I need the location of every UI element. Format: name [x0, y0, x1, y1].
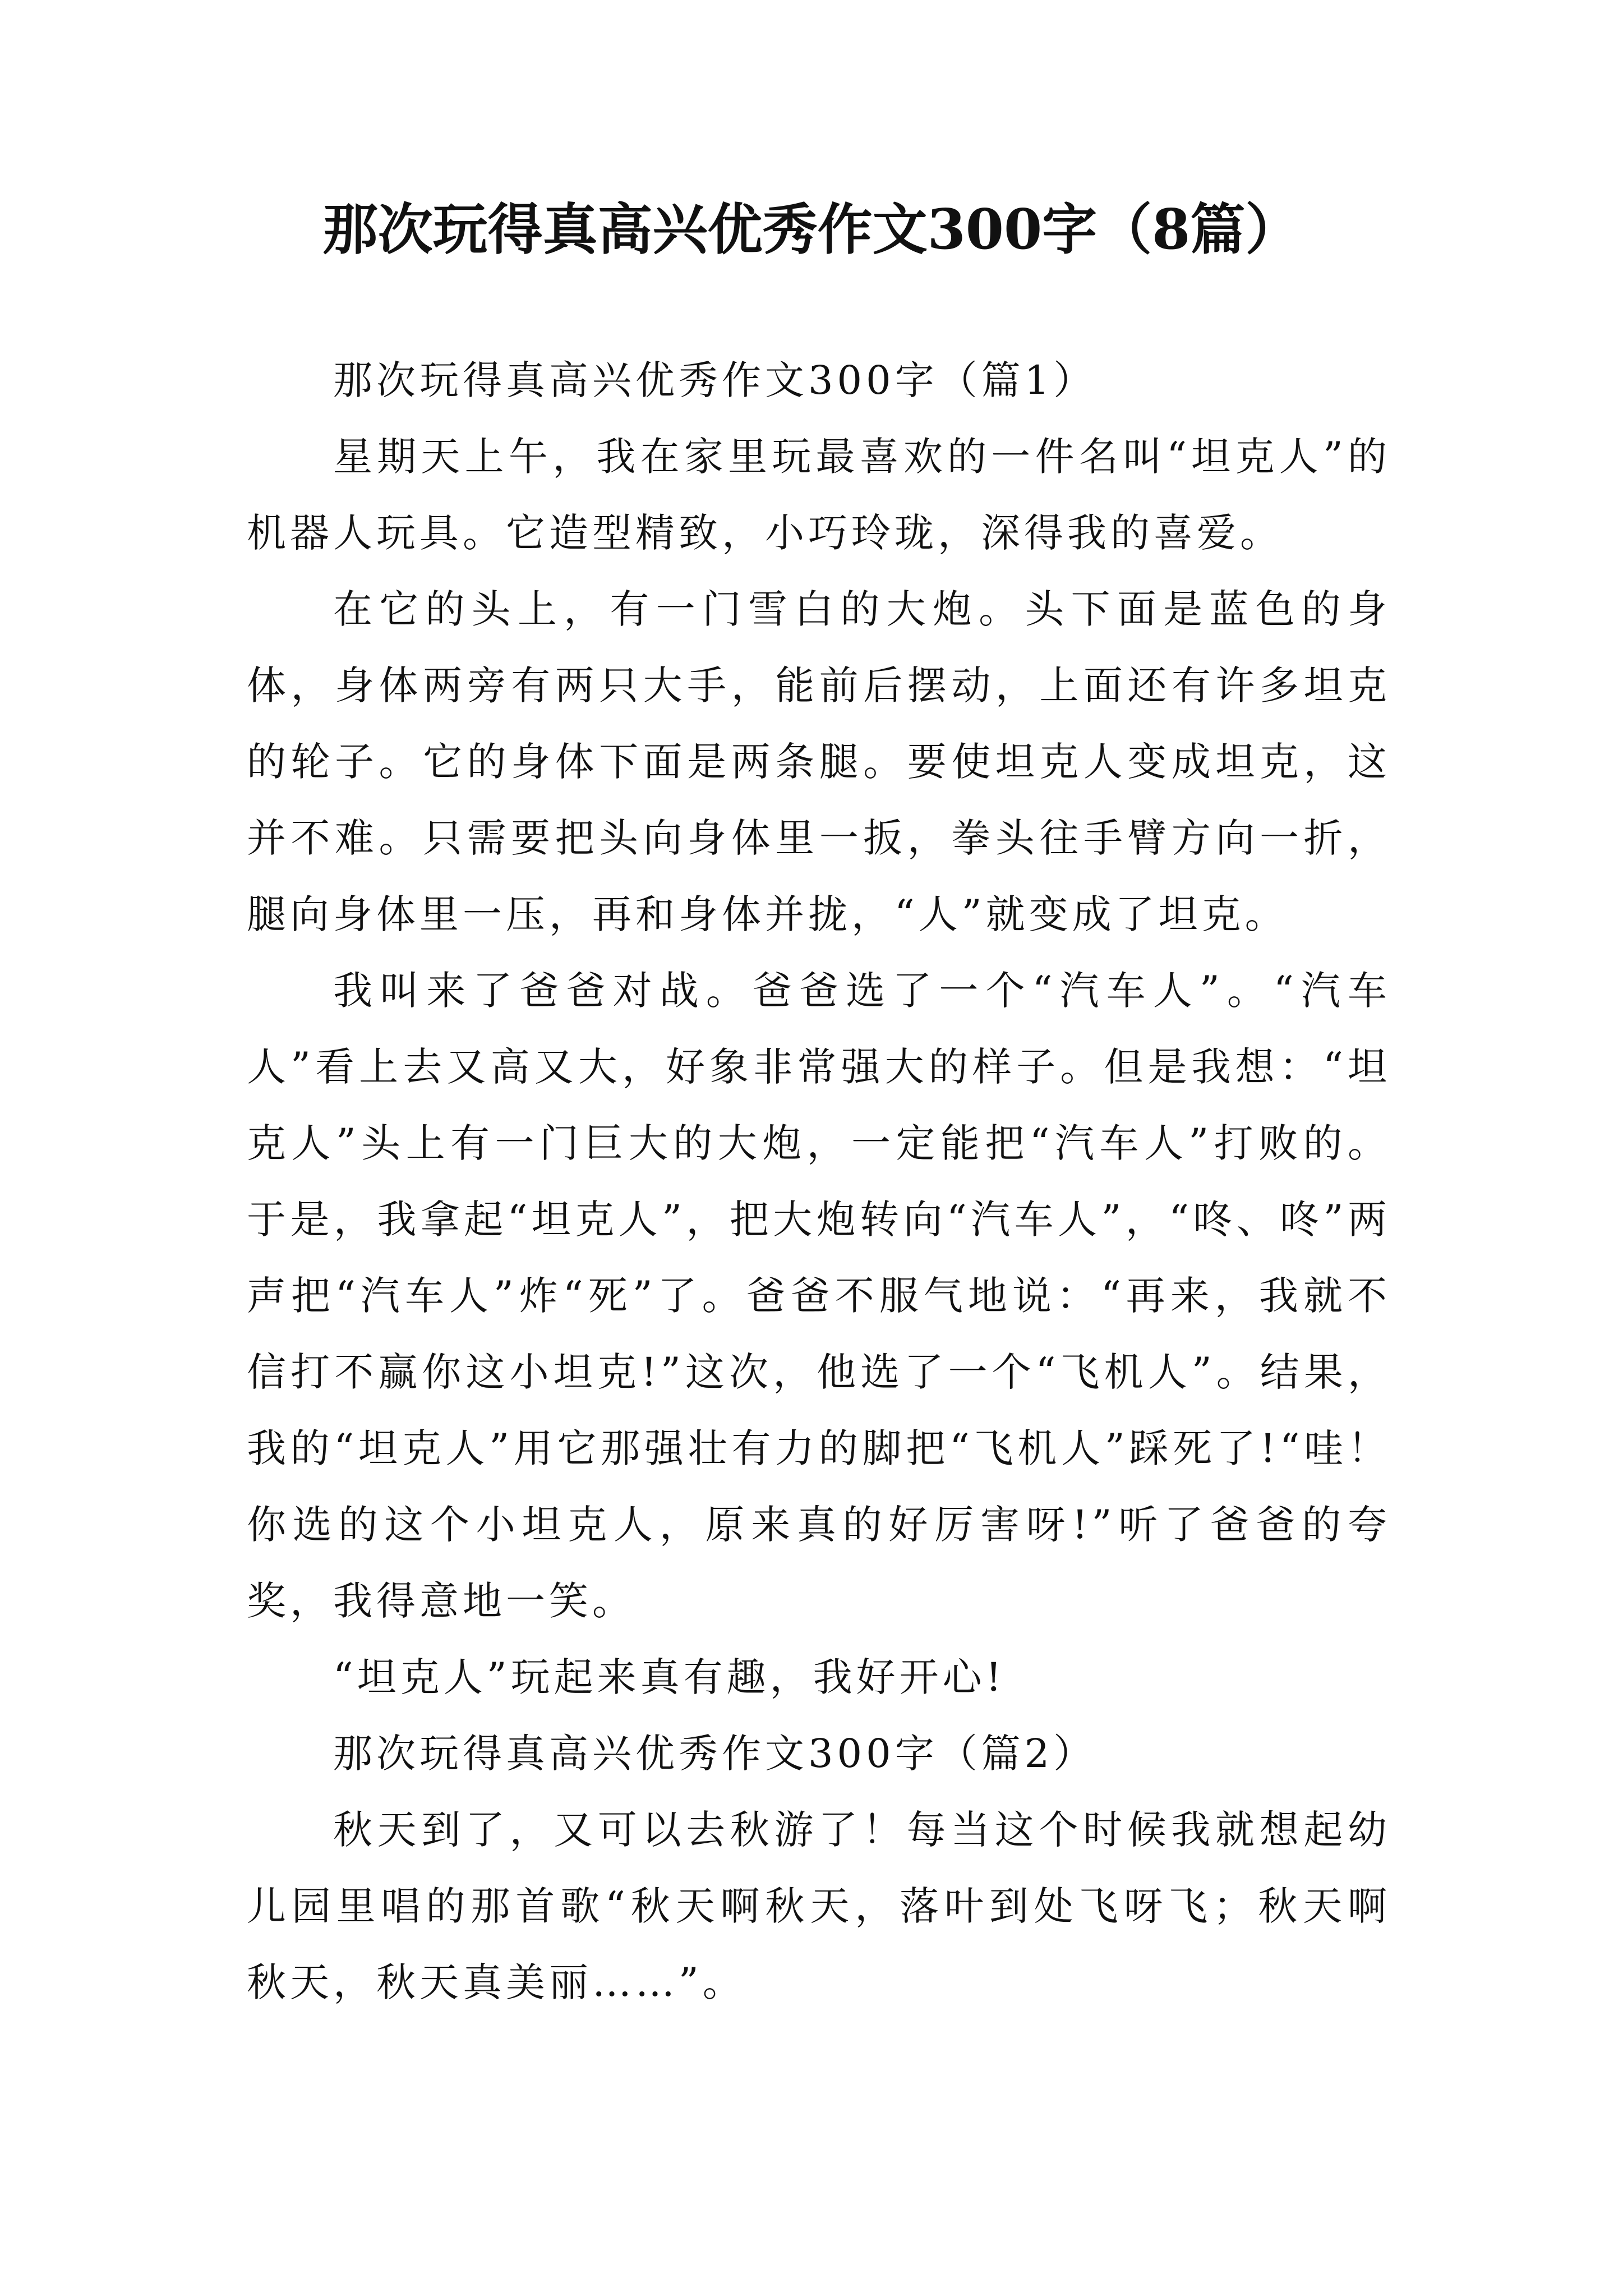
section-heading-2: 那次玩得真高兴优秀作文300字（篇2）: [333, 1731, 1097, 1777]
paragraph: 我叫来了爸爸对战。爸爸选了一个“汽车人”。“汽车人”看上去又高又大，好象非常强大的样子。但是我想：“坦克人”头上有一门巨大的大炮，一定能把“汽车人”打败的。于是，我拿起“坦克人”，把大炮转向“汽车人”，“咚、咚”两声把“汽车人”炸“死”了。爸爸不服气地说：“再来，我就不信打不赢你这小坦克!”这次，他选了一个“飞机人”。结果，我的“坦克人”用它那强壮有力的脚把“飞机人”踩死了!“哇！你选的这个小坦克人，原来真的好厉害呀!”听了爸爸的夸奖，我得意地一笑。: [247, 968, 1391, 1624]
section-heading-1: 那次玩得真高兴优秀作文300字（篇1）: [333, 357, 1097, 403]
paragraph: “坦克人”玩起来真有趣，我好开心!: [333, 1654, 1006, 1700]
paragraph: 秋天到了，又可以去秋游了！每当这个时候我就想起幼儿园里唱的那首歌“秋天啊秋天，落叶到处飞呀飞；秋天啊秋天，秋天真美丽……”。: [247, 1807, 1391, 2005]
document-body: [247, 342, 1391, 2021]
paragraph: 在它的头上，有一门雪白的大炮。头下面是蓝色的身体，身体两旁有两只大手，能前后摆动，上面还有许多坦克的轮子。它的身体下面是两条腿。要使坦克人变成坦克，这并不难。只需要把头向身体里一扳，拳头往手臂方向一折，腿向身体里一压，再和身体并拢，“人”就变成了坦克。: [247, 586, 1391, 937]
document-title: 那次玩得真高兴优秀作文300字（8篇）: [322, 197, 1301, 262]
paragraph: 星期天上午，我在家里玩最喜欢的一件名叫“坦克人”的机器人玩具。它造型精致，小巧玲珑，深得我的喜爱。: [247, 434, 1391, 556]
